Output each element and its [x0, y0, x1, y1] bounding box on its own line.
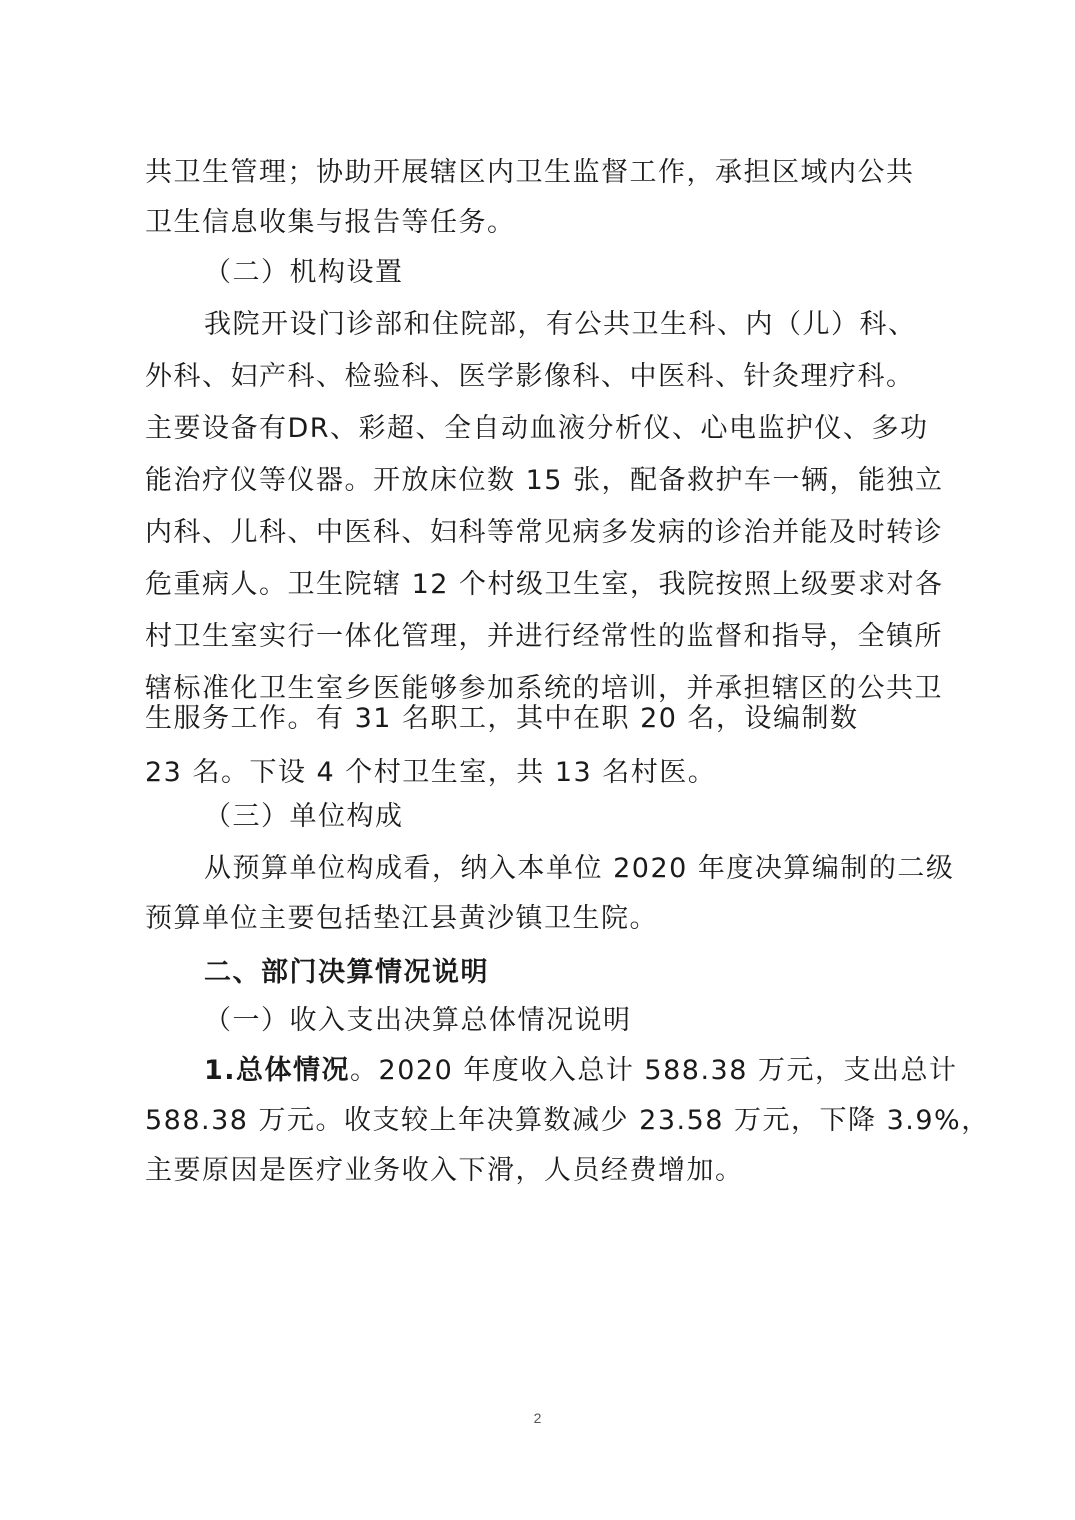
paragraph-text: 。2020 年度收入总计 588.38 万元，支出总计 [350, 1055, 958, 1086]
paragraph-line: 外科、妇产科、检验科、医学影像科、中医科、针灸理疗科。 [145, 361, 915, 392]
paragraph-line [204, 1054, 957, 1088]
paragraph-line: 内科、儿科、中医科、妇科等常见病多发病的诊治并能及时转诊 [145, 517, 943, 548]
paragraph-line: 能治疗仪等仪器。开放床位数 15 张，配备救护车一辆，能独立 [145, 465, 944, 496]
paragraph-line: 我院开设门诊部和住院部，有公共卫生科、内（儿）科、 [204, 309, 917, 340]
chapter-heading: 二、部门决算情况说明 [204, 957, 489, 988]
paragraph-line: 危重病人。卫生院辖 12 个村级卫生室，我院按照上级要求对各 [145, 569, 944, 600]
paragraph-line: 预算单位主要包括垫江县黄沙镇卫生院。 [145, 903, 658, 934]
paragraph-line: 主要原因是医疗业务收入下滑，人员经费增加。 [145, 1155, 744, 1186]
subsection-label: 1.总体情况 [204, 1055, 351, 1086]
paragraph-line: 生服务工作。有 31 名职工，其中在职 20 名，设编制数 [145, 703, 859, 734]
paragraph-line: 主要设备有DR、彩超、全自动血液分析仪、心电监护仪、多功 [145, 413, 929, 444]
paragraph-line: 共卫生管理；协助开展辖区内卫生监督工作，承担区域内公共 [145, 157, 915, 188]
paragraph-line: 从预算单位构成看，纳入本单位 2020 年度决算编制的二级 [204, 853, 955, 884]
paragraph-line: 23 名。下设 4 个村卫生室，共 13 名村医。 [145, 757, 717, 788]
paragraph-line: 588.38 万元。收支较上年决算数减少 23.58 万元，下降 3.9%， [145, 1105, 990, 1136]
paragraph-line: 卫生信息收集与报告等任务。 [145, 207, 516, 238]
section-heading: （一）收入支出决算总体情况说明 [204, 1005, 632, 1036]
section-heading: （三）单位构成 [204, 801, 404, 832]
section-heading: （二）机构设置 [204, 257, 404, 288]
page-number: 2 [533, 1410, 542, 1426]
paragraph-line: 辖标准化卫生室乡医能够参加系统的培训，并承担辖区的公共卫 [145, 673, 943, 704]
paragraph-line: 村卫生室实行一体化管理，并进行经常性的监督和指导，全镇所 [145, 621, 943, 652]
